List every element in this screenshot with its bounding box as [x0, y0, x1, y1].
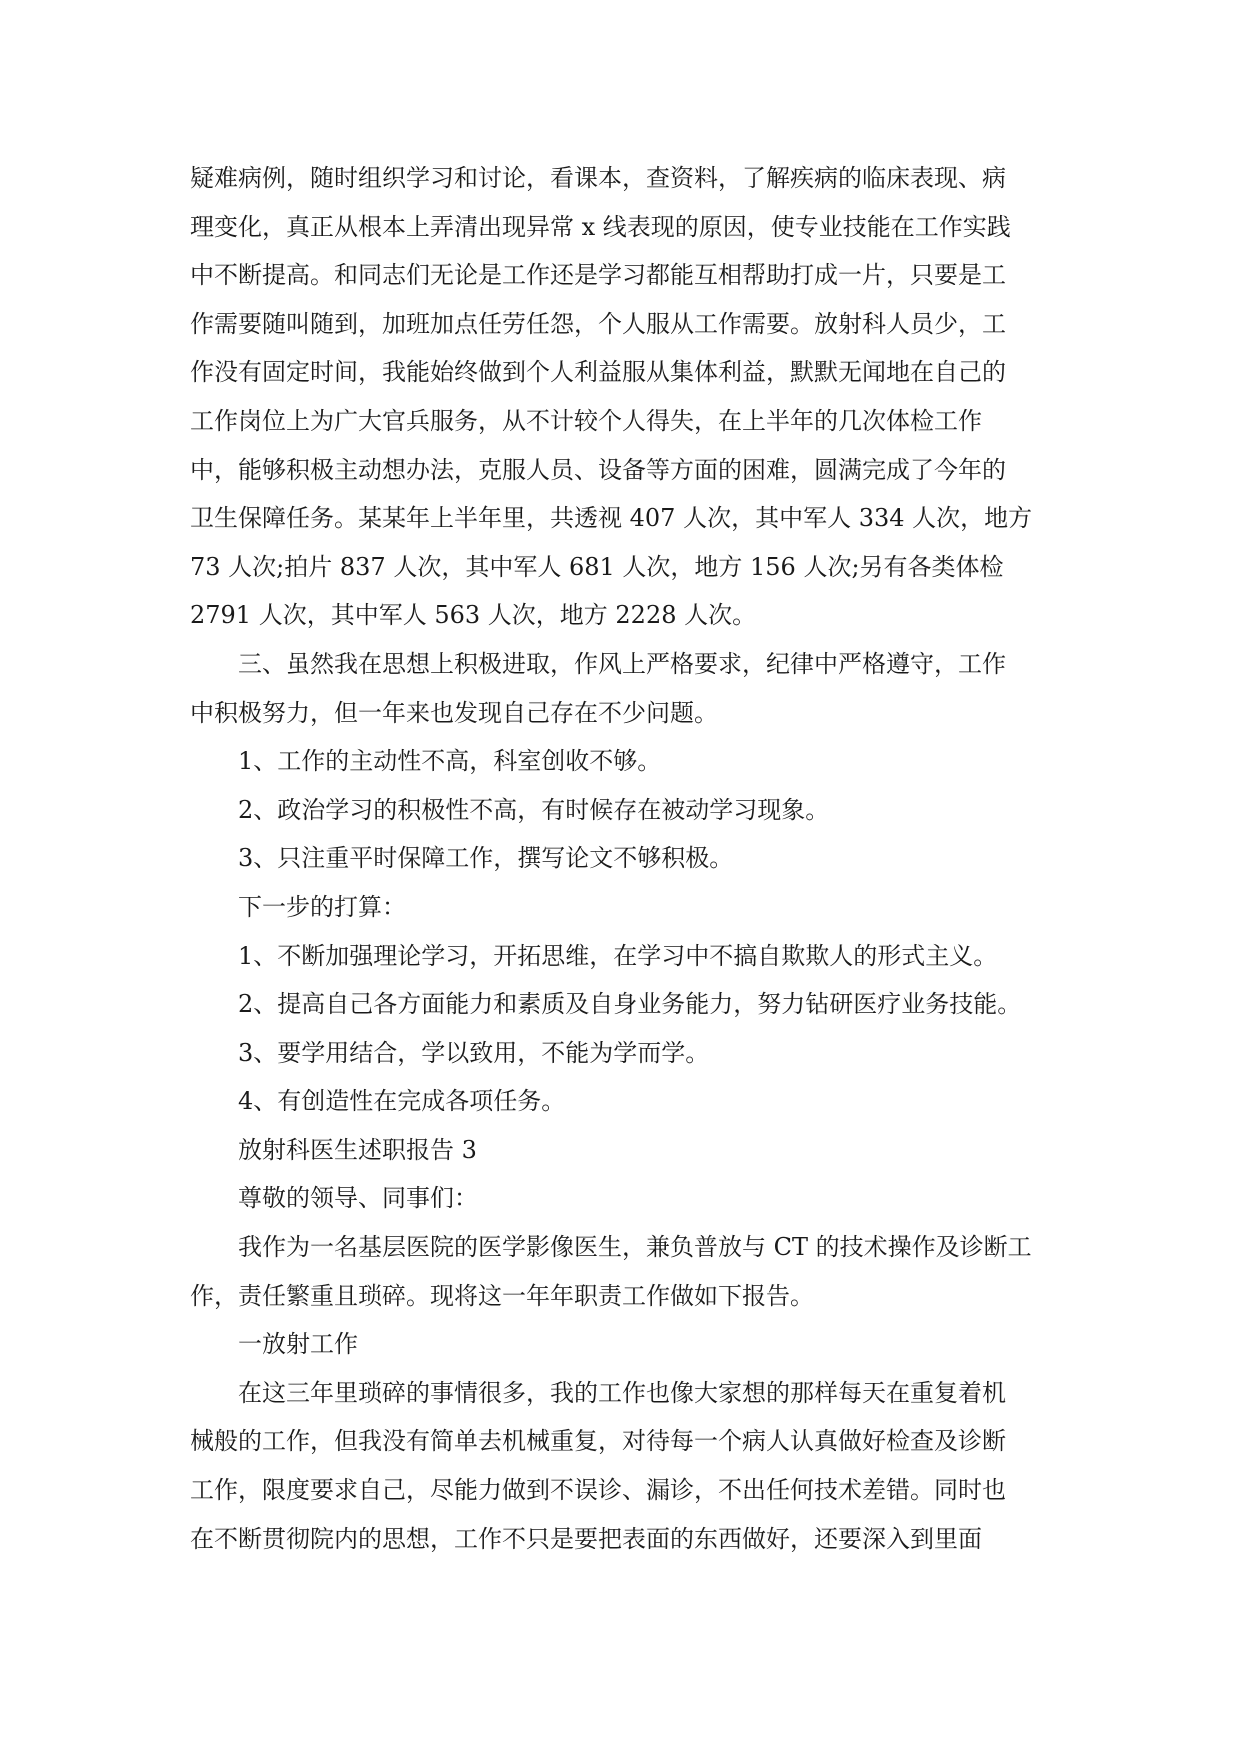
- section-heading: 一放射工作: [238, 1330, 358, 1359]
- paragraph-line: 作没有固定时间，我能始终做到个人利益服从集体利益，默默无闻地在自己的: [190, 358, 1006, 387]
- paragraph-line: 中，能够积极主动想办法，克服人员、设备等方面的困难，圆满完成了今年的: [190, 455, 1006, 484]
- paragraph-line: 工作岗位上为广大官兵服务，从不计较个人得失，在上半年的几次体检工作: [190, 406, 982, 435]
- paragraph-line: 作，责任繁重且琐碎。现将这一年年职责工作做如下报告。: [190, 1281, 814, 1310]
- salutation: 尊敬的领导、同事们：: [238, 1184, 478, 1213]
- intro-paragraph: [190, 1223, 1060, 1320]
- document-body: [190, 154, 1060, 1563]
- paragraph-line: 中积极努力，但一年来也发现自己存在不少问题。: [190, 698, 718, 727]
- problems-list: [190, 737, 1060, 883]
- paragraph-line: 械般的工作，但我没有简单去机械重复，对待每一个病人认真做好检查及诊断: [190, 1427, 1006, 1456]
- paragraph-line: 卫生保障任务。某某年上半年里，共透视 407 人次，其中军人 334 人次，地方: [190, 504, 1033, 533]
- list-item: 3、只注重平时保障工作，撰写论文不够积极。: [238, 844, 734, 873]
- report-title: 放射科医生述职报告 3: [238, 1135, 477, 1164]
- paragraph-line: 三、虽然我在思想上积极进取，作风上严格要求，纪律中严格遵守，工作: [238, 649, 1006, 678]
- paragraph-line: 中不断提高。和同志们无论是工作还是学习都能互相帮助打成一片，只要是工: [190, 261, 1006, 290]
- next-steps-list: [190, 932, 1060, 1126]
- list-item: 1、工作的主动性不高，科室创收不够。: [238, 747, 662, 776]
- section-three-paragraph: [190, 640, 1060, 737]
- next-steps-heading: 下一步的打算：: [238, 892, 406, 921]
- paragraph-line: 我作为一名基层医院的医学影像医生，兼负普放与 CT 的技术操作及诊断工: [238, 1233, 1032, 1262]
- paragraph-line: 在这三年里琐碎的事情很多，我的工作也像大家想的那样每天在重复着机: [238, 1378, 1006, 1407]
- paragraph-line: 作需要随叫随到，加班加点任劳任怨，个人服从工作需要。放射科人员少，工: [190, 309, 1006, 338]
- list-item: 1、不断加强理论学习，开拓思维，在学习中不搞自欺欺人的形式主义。: [238, 941, 998, 970]
- list-item: 2、政治学习的积极性不高，有时候存在被动学习现象。: [238, 795, 830, 824]
- paragraph-line: 73 人次;拍片 837 人次，其中军人 681 人次，地方 156 人次;另有各类体检: [190, 552, 1004, 581]
- continued-paragraph: [190, 154, 1060, 640]
- list-item: 4、有创造性在完成各项任务。: [238, 1087, 566, 1116]
- paragraph-line: 理变化，真正从根本上弄清出现异常 x 线表现的原因，使专业技能在工作实践: [190, 212, 1011, 241]
- list-item: 3、要学用结合，学以致用，不能为学而学。: [238, 1038, 710, 1067]
- paragraph-line: 2791 人次，其中军人 563 人次，地方 2228 人次。: [190, 601, 757, 630]
- list-item: 2、提高自己各方面能力和素质及自身业务能力，努力钻研医疗业务技能。: [238, 990, 1022, 1019]
- paragraph-line: 工作，限度要求自己，尽能力做到不误诊、漏诊，不出任何技术差错。同时也: [190, 1476, 1006, 1505]
- paragraph-line: 在不断贯彻院内的思想，工作不只是要把表面的东西做好，还要深入到里面: [190, 1524, 982, 1553]
- section-one-paragraph: [190, 1369, 1060, 1563]
- paragraph-line: 疑难病例，随时组织学习和讨论，看课本，查资料，了解疾病的临床表现、病: [190, 164, 1006, 192]
